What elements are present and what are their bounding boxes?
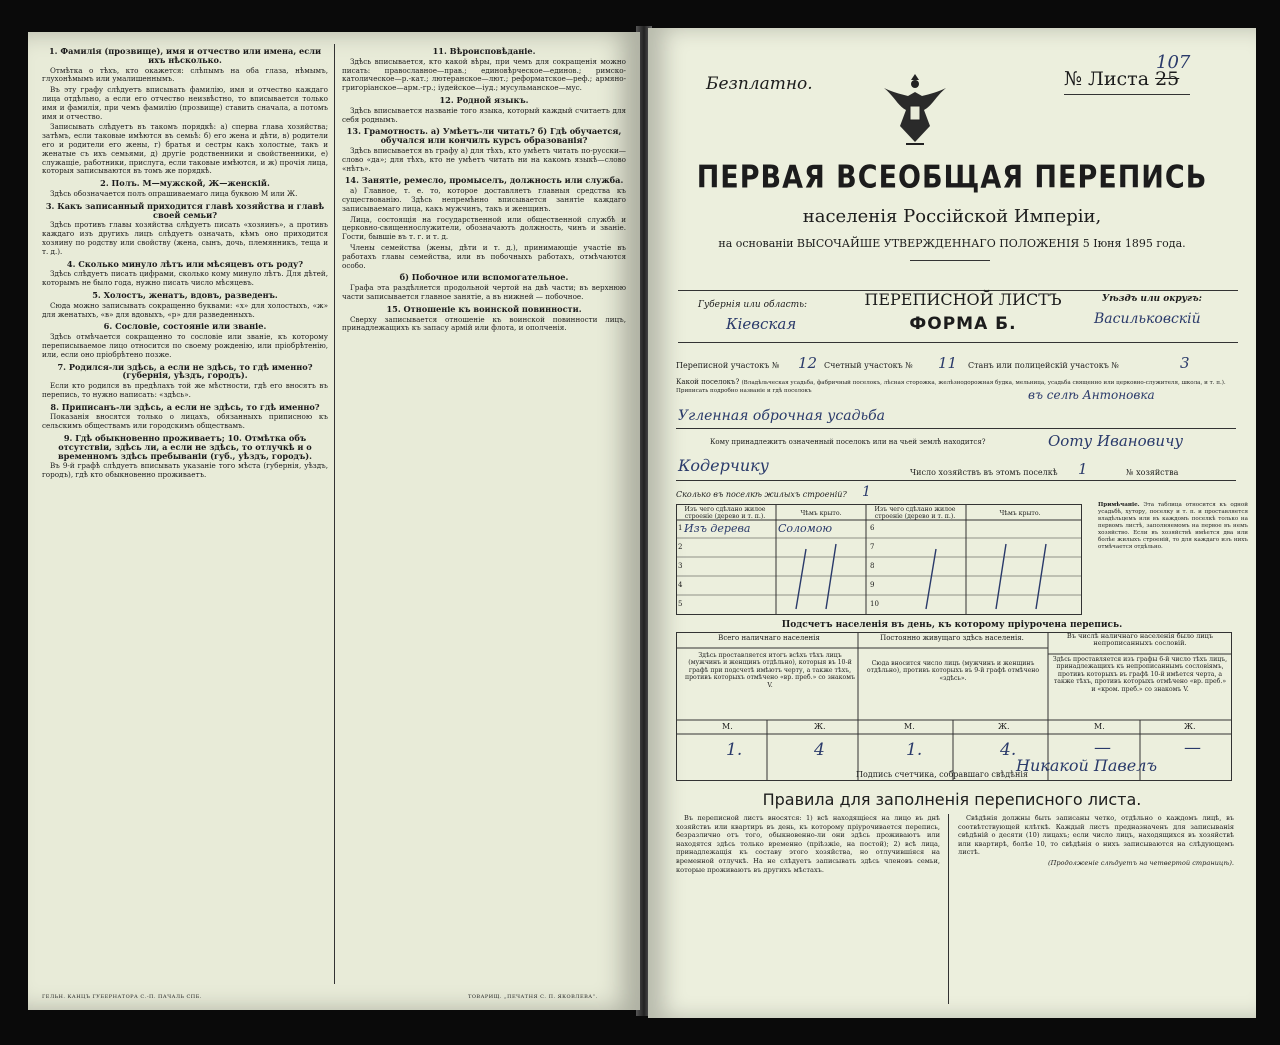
instruction-heading: 11. Вѣроисповѣданіе. [432,46,536,56]
owner-name-2: Кодерчику [678,456,769,475]
buildings-label: Сколько въ поселкѣ жилыхъ строеній? [676,490,847,499]
settlement-underline [676,428,1236,429]
enumerator-signature: Никакой Павелъ [1016,756,1158,775]
buildings-value: 1 [862,484,871,500]
count-present-female: 4 [814,740,825,760]
count-section-value: 11 [938,354,958,372]
left-page-instructions [28,32,640,1010]
building-1-roof: Соломою [778,522,833,535]
rules-left-text: Въ переписной листъ вносятся: 1) всѣ находящіеся на лицо въ днѣ хозяйствъ или квартиръ въ день, къ которому пріурочивается перепись, безразлично отъ того, обыкновенно-ли они здѣсь проживаютъ или находятся здѣсь только временно (пріѣзжіе, на постой); 2) всѣ лица, принадлежащія къ составу этого хозяйства, но отлучившіяся на временной отлучкѣ. На не слѣдуетъ записывать здѣсь членовъ семьи, которые проживаютъ въ другихъ мѣстахъ. [676,814,940,874]
instruction-heading: 8. Приписанъ-ли здѣсь, а если не здѣсь, то гдѣ именно? [50,401,320,412]
buildings-row-number: 8 [870,562,875,570]
header-bottom-rule [678,342,1238,343]
census-title: ПЕРВАЯ ВСЕОБЩАЯ ПЕРЕПИСЬ [696,159,1208,196]
instruction-paragraph: Члены семейства (жены, дѣти и т. д.), принимающіе участіе въ работахъ главы семейства, или въ побочныхъ работахъ, отмѣчаются особо. [342,242,626,270]
count-nonregistered-female: — [1184,738,1201,758]
signature-label: Подпись счетчика, собравшаго свѣдѣнія [856,770,1028,779]
count-col-resident-desc: Сюда вносится число лицъ (мужчинъ и женщинъ отдѣльно), противъ которыхъ въ 9-й графѣ отмѣчено «здѣсь». [866,660,1040,682]
count-col-resident-header: Постоянно живущаго здѣсь населенія. [880,634,1024,642]
buildings-col-roof: Чѣмъ крыто. [800,510,842,517]
instruction-heading: 2. Полъ. М—мужской, Ж—женскій. [100,178,270,189]
instruction-paragraph: Если кто родился въ предѣлахъ той же мѣстности, гдѣ его вносятъ въ перепись, то нужно написать: «здѣсь». [42,381,328,399]
settlement-label: Какой поселокъ? [676,378,740,386]
male-column-label: М. [722,722,733,731]
buildings-row-number: 4 [678,581,683,589]
rules-title: Правила для заполненія переписного листа. [762,790,1142,809]
province-value: Кіевская [726,315,797,333]
sheet-number-underline [1064,94,1190,95]
title-rule [910,260,990,261]
instruction-paragraph: Отмѣтка о тѣхъ, кто окажется: слѣпымъ на оба глаза, нѣмымъ, глухонѣмымъ или умалишеннымъ. [42,65,328,84]
stan-value: 3 [1180,354,1190,372]
instruction-paragraph: Графа эта раздѣляется продольной чертой на двѣ части; въ верхнюю части записывается главное занятіе, а въ нижней — побочное. [342,283,626,301]
instruction-heading: б) Побочное или вспомогательное. [399,272,569,283]
buildings-row-number: 7 [870,543,875,551]
imperial-eagle-emblem [876,66,954,150]
settlement-line [676,378,1256,394]
instruction-paragraph: Здѣсь противъ главы хозяйства слѣдуетъ писать «хозяинъ», а противъ каждаго изъ другихъ лицъ слѣдуетъ означать, кѣмъ оно приходится хозяину по родству или свойству (жена, сынъ, дочь, племянникъ, теща и т. д.). [42,220,328,256]
sheet-number [1064,52,1191,90]
printer-imprint-right: ТОВАРИЩ. „ПЕЧАТНЯ С. П. ЯКОВЛЕВА“. [468,994,598,1000]
instruction-heading: 14. Занятіе, ремесло, промыселъ, должность или служба. [344,175,624,186]
buildings-row-number: 5 [678,600,683,608]
district-label: Уѣздъ или округъ: [1102,294,1202,304]
buildings-row-number: 9 [870,581,875,589]
rules-continuation-note: (Продолженіе слѣдуетъ на четвертой страницѣ). [1048,858,1234,867]
instruction-paragraph: Здѣсь вписывается, кто какой вѣры, при чемъ для сокращенія можно писать: православное—прав.; единовѣрческое—единов.; римско-католическое—р.-кат.; лютеранское—лют.; реформатское—реф.; армяно-григоріанское—арм.-гр.; іудейское—іуд.; мусульманское—мус. [342,56,626,93]
instruction-paragraph: Сюда можно записывать сокращенно буквами: «х» для холостыхъ, «ж» для женатыхъ, «в» для вдовыхъ, «р» для разведенныхъ. [42,300,328,319]
buildings-row-number: 6 [870,524,875,532]
buildings-col-material-2: Изъ чего сдѣлано жилое строеніе (дерево и т. п.). [874,506,956,521]
rules-divider [948,814,949,1004]
count-present-male: 1. [726,740,743,760]
count-resident-female: 4. [1000,740,1017,760]
instruction-heading: 3. Какъ записанный приходится главѣ хозяйства и главѣ своей семьи? [45,200,325,220]
buildings-col-material: Изъ чего сдѣлано жилое строеніе (дерево и т. п.). [684,506,766,521]
count-resident-male: 1. [906,740,923,760]
owner-name-1: Ооту Ивановичу [1048,432,1184,450]
instruction-paragraph: Здѣсь вписывается названіе того языка, который каждый считаетъ для себя роднымъ. [342,105,626,124]
instruction-heading: 1. Фамилія (прозвище), имя и отчество или имена, если ихъ нѣсколько. [48,46,322,65]
male-column-label: М. [1094,722,1105,731]
male-column-label: М. [904,722,915,731]
rules-column-right [958,814,1234,870]
note-label: Примѣчаніе. [1098,502,1140,508]
printer-imprint-left: ГЕЛЬН. КАНЦЪ ГУБЕРНАТОРА С.-П. ПАЧАЛЬ СПБ. [42,994,202,1000]
count-section-label: Счетный участокъ № [824,361,913,370]
instruction-heading: 5. Холостъ, женатъ, вдовъ, разведенъ. [92,289,278,300]
instruction-heading: 7. Родился-ли здѣсь, а если не здѣсь, то гдѣ именно? (губернія, уѣздъ, городъ). [57,361,313,381]
instruction-heading: 15. Отношеніе къ воинской повинности. [386,303,582,314]
count-col-present-desc: Здѣсь проставляется итогъ всѣхъ тѣхъ лицъ (мужчинъ и женщинъ отдѣльно), которыя въ 10-й графѣ при подсчетѣ имѣютъ черту, а также тѣхъ, противъ которыхъ отмѣчено «вр. преб.» со знакомъ V. [684,652,856,689]
female-column-label: Ж. [1184,722,1196,731]
instruction-heading: 6. Сословіе, состояніе или званіе. [103,321,267,332]
instruction-paragraph: Лица, состоящія на государственной или общественной службѣ и церковно-священнослужители, обозначаютъ должность, чинъ и званіе. Гости, бывшіе въ т. г. и т. д. [342,214,626,242]
owner-label: Кому принадлежитъ означенный поселокъ или на чьей землѣ находится? [710,438,986,446]
rules-column-left [676,814,940,876]
instruction-paragraph: Записывать слѣдуетъ въ такомъ порядкѣ: а) сперва глава хозяйства; затѣмъ, если таковые имѣются въ семьѣ: б) его жена и дѣти, в) родители его и родители его жены, г) братья и сестры какъ холостые, такъ и женатые съ ихъ семьями, д) другіе родственники и свойственники, е) служащіе, работники, прислуга, если таковые имѣются, и ж) прочія лица, которыя записываются въ томъ же порядкѣ. [42,122,328,176]
count-nonregistered-male: — [1094,738,1111,758]
buildings-row-number: 1 [678,524,683,532]
instruction-paragraph: Показанія вносятся только о лицахъ, обязанныхъ приписною къ сельскимъ обществамъ или городскимъ обществамъ. [42,412,328,431]
buildings-row-number: 3 [678,562,683,570]
note-text: Эта таблица относится къ одной усадьбѣ, хутору, поселку и т. п. и проставляется владѣльцемъ или въ каждомъ поселкѣ только на первомъ листѣ, заполняемомъ на первое въ немъ хозяйство. Если въ хозяйствѣ имѣется два или болѣе жилыхъ строеній, то для каждаго изъ нихъ отмѣчается отдѣльно. [1098,502,1248,550]
instruction-heading: 12. Родной языкъ. [439,94,529,105]
column-divider [334,44,335,984]
instruction-paragraph: Здѣсь отмѣчается сокращенно то сословіе или званіе, къ которому переписываемое лицо относится по своему рожденію, или пріобрѣтенію, или, если оно пріобрѣтено позже. [42,332,328,359]
census-section-value: 12 [798,354,818,372]
census-section-label: Переписной участокъ № [676,361,780,370]
household-number-label: № хозяйства [1126,468,1179,477]
buildings-col-roof-2: Чѣмъ крыто. [999,510,1041,517]
free-label: Безплатно. [706,74,813,94]
households-label: Число хозяйствъ въ этомъ поселкѣ [910,468,1058,477]
instruction-heading: 9. Гдѣ обыкновенно проживаетъ; 10. Отмѣтка объ отсутствіи, здѣсь ли, а если не здѣсь, то отлучкѣ и о временномъ здѣсь пребываніи (губ., уѣздъ, городъ). [57,433,312,461]
stan-label: Станъ или полицейскій участокъ № [968,361,1119,370]
right-page-census-form [648,28,1256,1018]
female-column-label: Ж. [814,722,826,731]
instruction-paragraph: Здѣсь вписывается въ графу а) для тѣхъ, кто умѣетъ читать по-русски—слово «да»; для тѣхъ, кто не умѣетъ читать ни на какомъ языкѣ—слово «нѣтъ». [342,145,626,173]
settlement-name: Угленная оброчная усадьба [678,408,885,424]
instruction-paragraph: Въ эту графу слѣдуетъ вписывать фамилію, имя и отчество каждаго лица отдѣльно, а если его отчество неизвѣстно, то вписывается только имя и фамилія, при чемъ фамилію (прозвище) ставить сначала, а потомъ имя и отчество. [42,85,328,121]
instruction-paragraph: а) Главное, т. е. то, которое доставляетъ главныя средства къ существованію. Здѣсь непремѣнно вписывается занятіе каждаго записываемаго лица, какъ мужчинъ, такъ и женщинъ. [342,186,626,213]
instruction-paragraph: Сверху записывается отношеніе къ воинской повинности лицъ, принадлежащихъ къ запасу армій или флота, и ополченія. [342,314,626,333]
instructions-column-2 [342,44,626,335]
instruction-heading: 13. Грамотность. а) Умѣетъ-ли читать? б) Гдѣ обучается, обучался или кончилъ курсъ образованія? [346,126,622,146]
province-label: Губернія или область: [698,300,808,310]
census-subtitle: населенія Россійской Имперіи, [802,206,1102,227]
female-column-label: Ж. [998,722,1010,731]
instruction-paragraph: Здѣсь обозначается полъ опрашиваемаго лица буквою М или Ж. [50,188,298,198]
count-col-present-header: Всего наличнаго населенія [718,634,820,642]
district-value: Васильковскій [1094,311,1201,327]
instruction-paragraph: Въ 9-й графѣ слѣдуетъ вписывать указаніе того мѣста (губернія, уѣздъ, городъ), гдѣ кто обыкновенно проживаетъ. [42,461,328,480]
owner-underline [676,480,1236,481]
sheet-number-handwritten: 107 [1156,52,1191,73]
building-1-material: Изъ дерева [684,522,751,535]
households-value: 1 [1078,460,1088,478]
settlement-village: въ селѣ Антоновка [1028,388,1155,402]
buildings-row-number: 2 [678,543,683,551]
instruction-paragraph: Здѣсь слѣдуетъ писать цифрами, сколько кому минуло лѣтъ. Для дѣтей, которымъ не было года, нужно писать число мѣсяцевъ. [42,269,328,288]
count-col-nonregistered-desc: Здѣсь проставляется изъ графы 6-й число тѣхъ лицъ, принадлежащихъ къ непрописаннымъ сословіямъ, противъ которыхъ въ графѣ 10-й имѣется черта, а также тѣхъ, противъ которыхъ отмѣчено «вр. преб.» и «кром. преб.» со знакомъ V. [1052,656,1228,693]
buildings-row-number: 10 [870,600,879,608]
count-col-nonregistered-header: Въ числѣ наличнаго населенія было лицъ непрописанныхъ сословій. [1066,632,1214,648]
sheet-number-label: № Листа [1064,68,1150,90]
form-label: ФОРМА Б. [909,314,1017,334]
rules-right-text: Свѣдѣнія должны быть записаны четко, отдѣльно о каждомъ лицѣ, въ соотвѣтствующей клѣткѣ. Каждый листъ предназначенъ для записыванія свѣдѣній о десяти (10) лицахъ; если число лицъ, находящихся въ хозяйствѣ или квартирѣ, болѣе 10, то свѣдѣнія о нихъ записываются на слѣдующемъ листѣ. [958,814,1234,857]
form-title: ПЕРЕПИСНОЙ ЛИСТЪ [864,290,1062,309]
settlement-hint: (Владѣльческая усадьба, фабричный поселокъ, лѣсная сторожка, желѣзнодорожная будка, мельница, усадьба священно или церковно-служителя, школа, и т. п.). Приписать подробно названіе и гдѣ поселокъ [676,380,1226,394]
buildings-note [1098,502,1248,551]
instructions-column-1 [42,44,328,482]
population-count-header: Подсчетъ населенія въ день, къ которому пріурочена перепись. [781,620,1123,630]
sheet-number-struck: 25 [1155,68,1180,90]
legal-basis: на основаніи ВЫСОЧАЙШЕ УТВЕРЖДЕННАГО ПОЛОЖЕНІЯ 5 Іюня 1895 года. [718,237,1186,250]
instruction-heading: 4. Сколько минуло лѣтъ или мѣсяцевъ отъ роду? [66,258,304,269]
